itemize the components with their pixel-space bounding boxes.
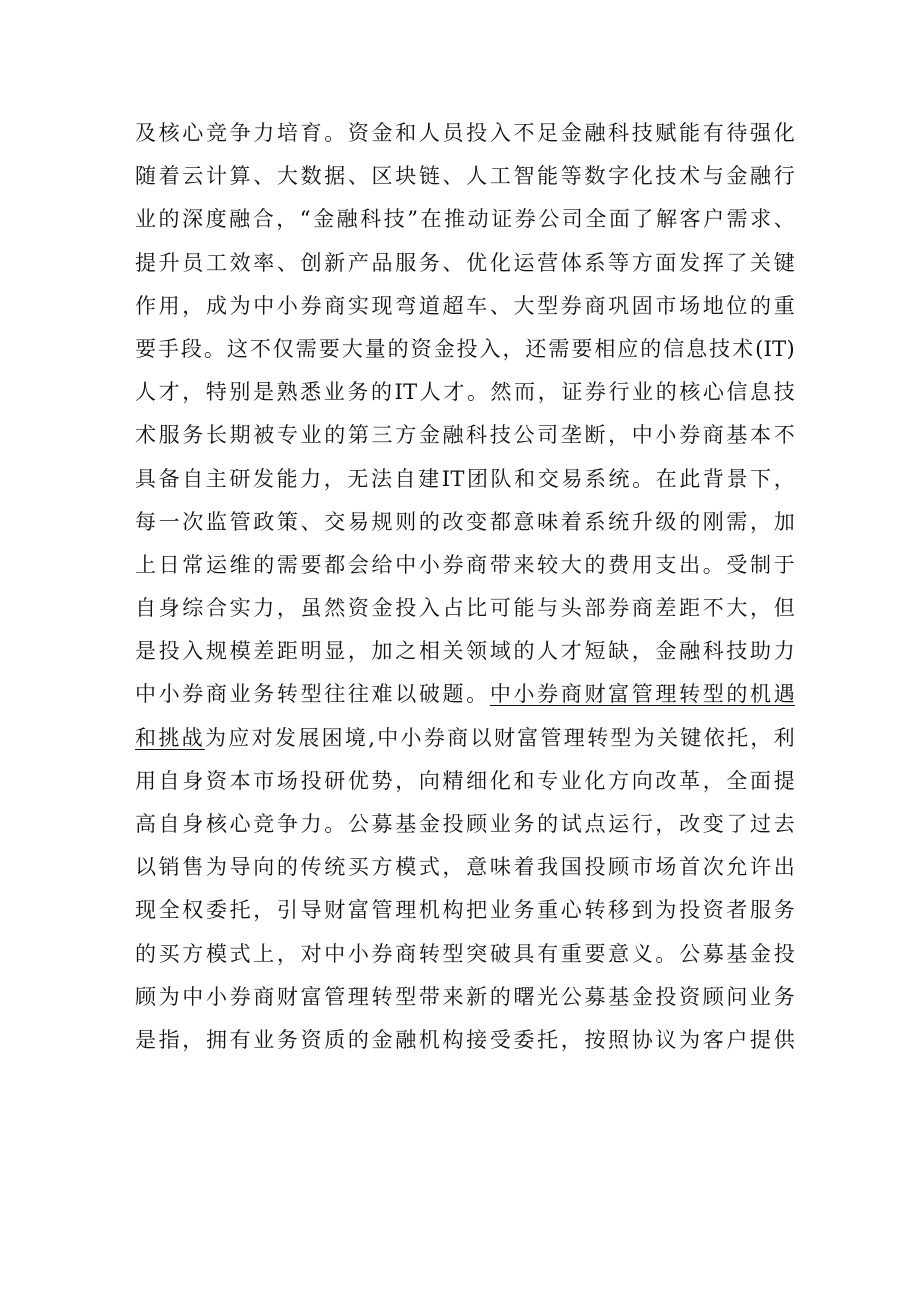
text-line: 上日常运维的需要都会给中小券商带来较大的费用支出。受制于 [135,552,795,577]
text-line: 是投入规模差距明显，加之相关领域的人才短缺，金融科技助力 [135,639,795,664]
body-text [135,112,795,1062]
text-line: 自身综合实力，虽然资金投入占比可能与头部券商差距不大，但 [135,596,795,621]
text-line: 随着云计算、大数据、区块链、人工智能等数字化技术与金融行 [135,164,795,189]
text-line: 以销售为导向的传统买方模式，意味着我国投顾市场首次允许出 [135,855,795,880]
text-line: 术服务长期被专业的第三方金融科技公司垄断，中小券商基本不 [135,423,795,448]
text-line: 要手段。这不仅需要大量的资金投入，还需要相应的信息技术(IT) [135,336,795,361]
text-line: 作用，成为中小券商实现弯道超车、大型券商巩固市场地位的重 [135,293,795,318]
text-line: 现全权委托，引导财富管理机构把业务重心转移到为投资者服务 [135,898,795,923]
text-line: 用自身资本市场投研优势，向精细化和专业化方向改革，全面提 [135,768,795,793]
underlined-heading-part-2: 和挑战 [135,725,205,750]
text-line: 及核心竞争力培育。资金和人员投入不足金融科技赋能有待强化 [135,121,795,145]
text-line: 是指，拥有业务资质的金融机构接受委托，按照协议为客户提供 [135,1027,795,1052]
text-line: 业的深度融合，“金融科技”在推动证券公司全面了解客户需求、 [135,207,795,232]
text-segment: 为应对发展困境,中小券商以财富管理转型为关键依托，利 [204,725,795,750]
text-line [135,717,795,760]
text-line: 具备自主研发能力，无法自建IT团队和交易系统。在此背景下， [135,466,795,491]
text-line: 顾为中小券商财富管理转型带来新的曙光公募基金投资顾问业务 [135,984,795,1009]
text-line [135,673,795,716]
underlined-heading-part-1: 中小券商财富管理转型的机遇 [489,682,796,707]
text-line: 提升员工效率、创新产品服务、优化运营体系等方面发挥了关键 [135,250,795,275]
text-line: 的买方模式上，对中小券商转型突破具有重要意义。公募基金投 [135,941,795,966]
text-line: 人才，特别是熟悉业务的IT人才。然而，证券行业的核心信息技 [135,380,795,405]
text-segment: 中小券商业务转型往往难以破题。 [135,682,490,707]
text-line: 每一次监管政策、交易规则的改变都意味着系统升级的刚需，加 [135,509,795,534]
text-line: 高自身核心竞争力。公募基金投顾业务的试点运行，改变了过去 [135,812,795,836]
